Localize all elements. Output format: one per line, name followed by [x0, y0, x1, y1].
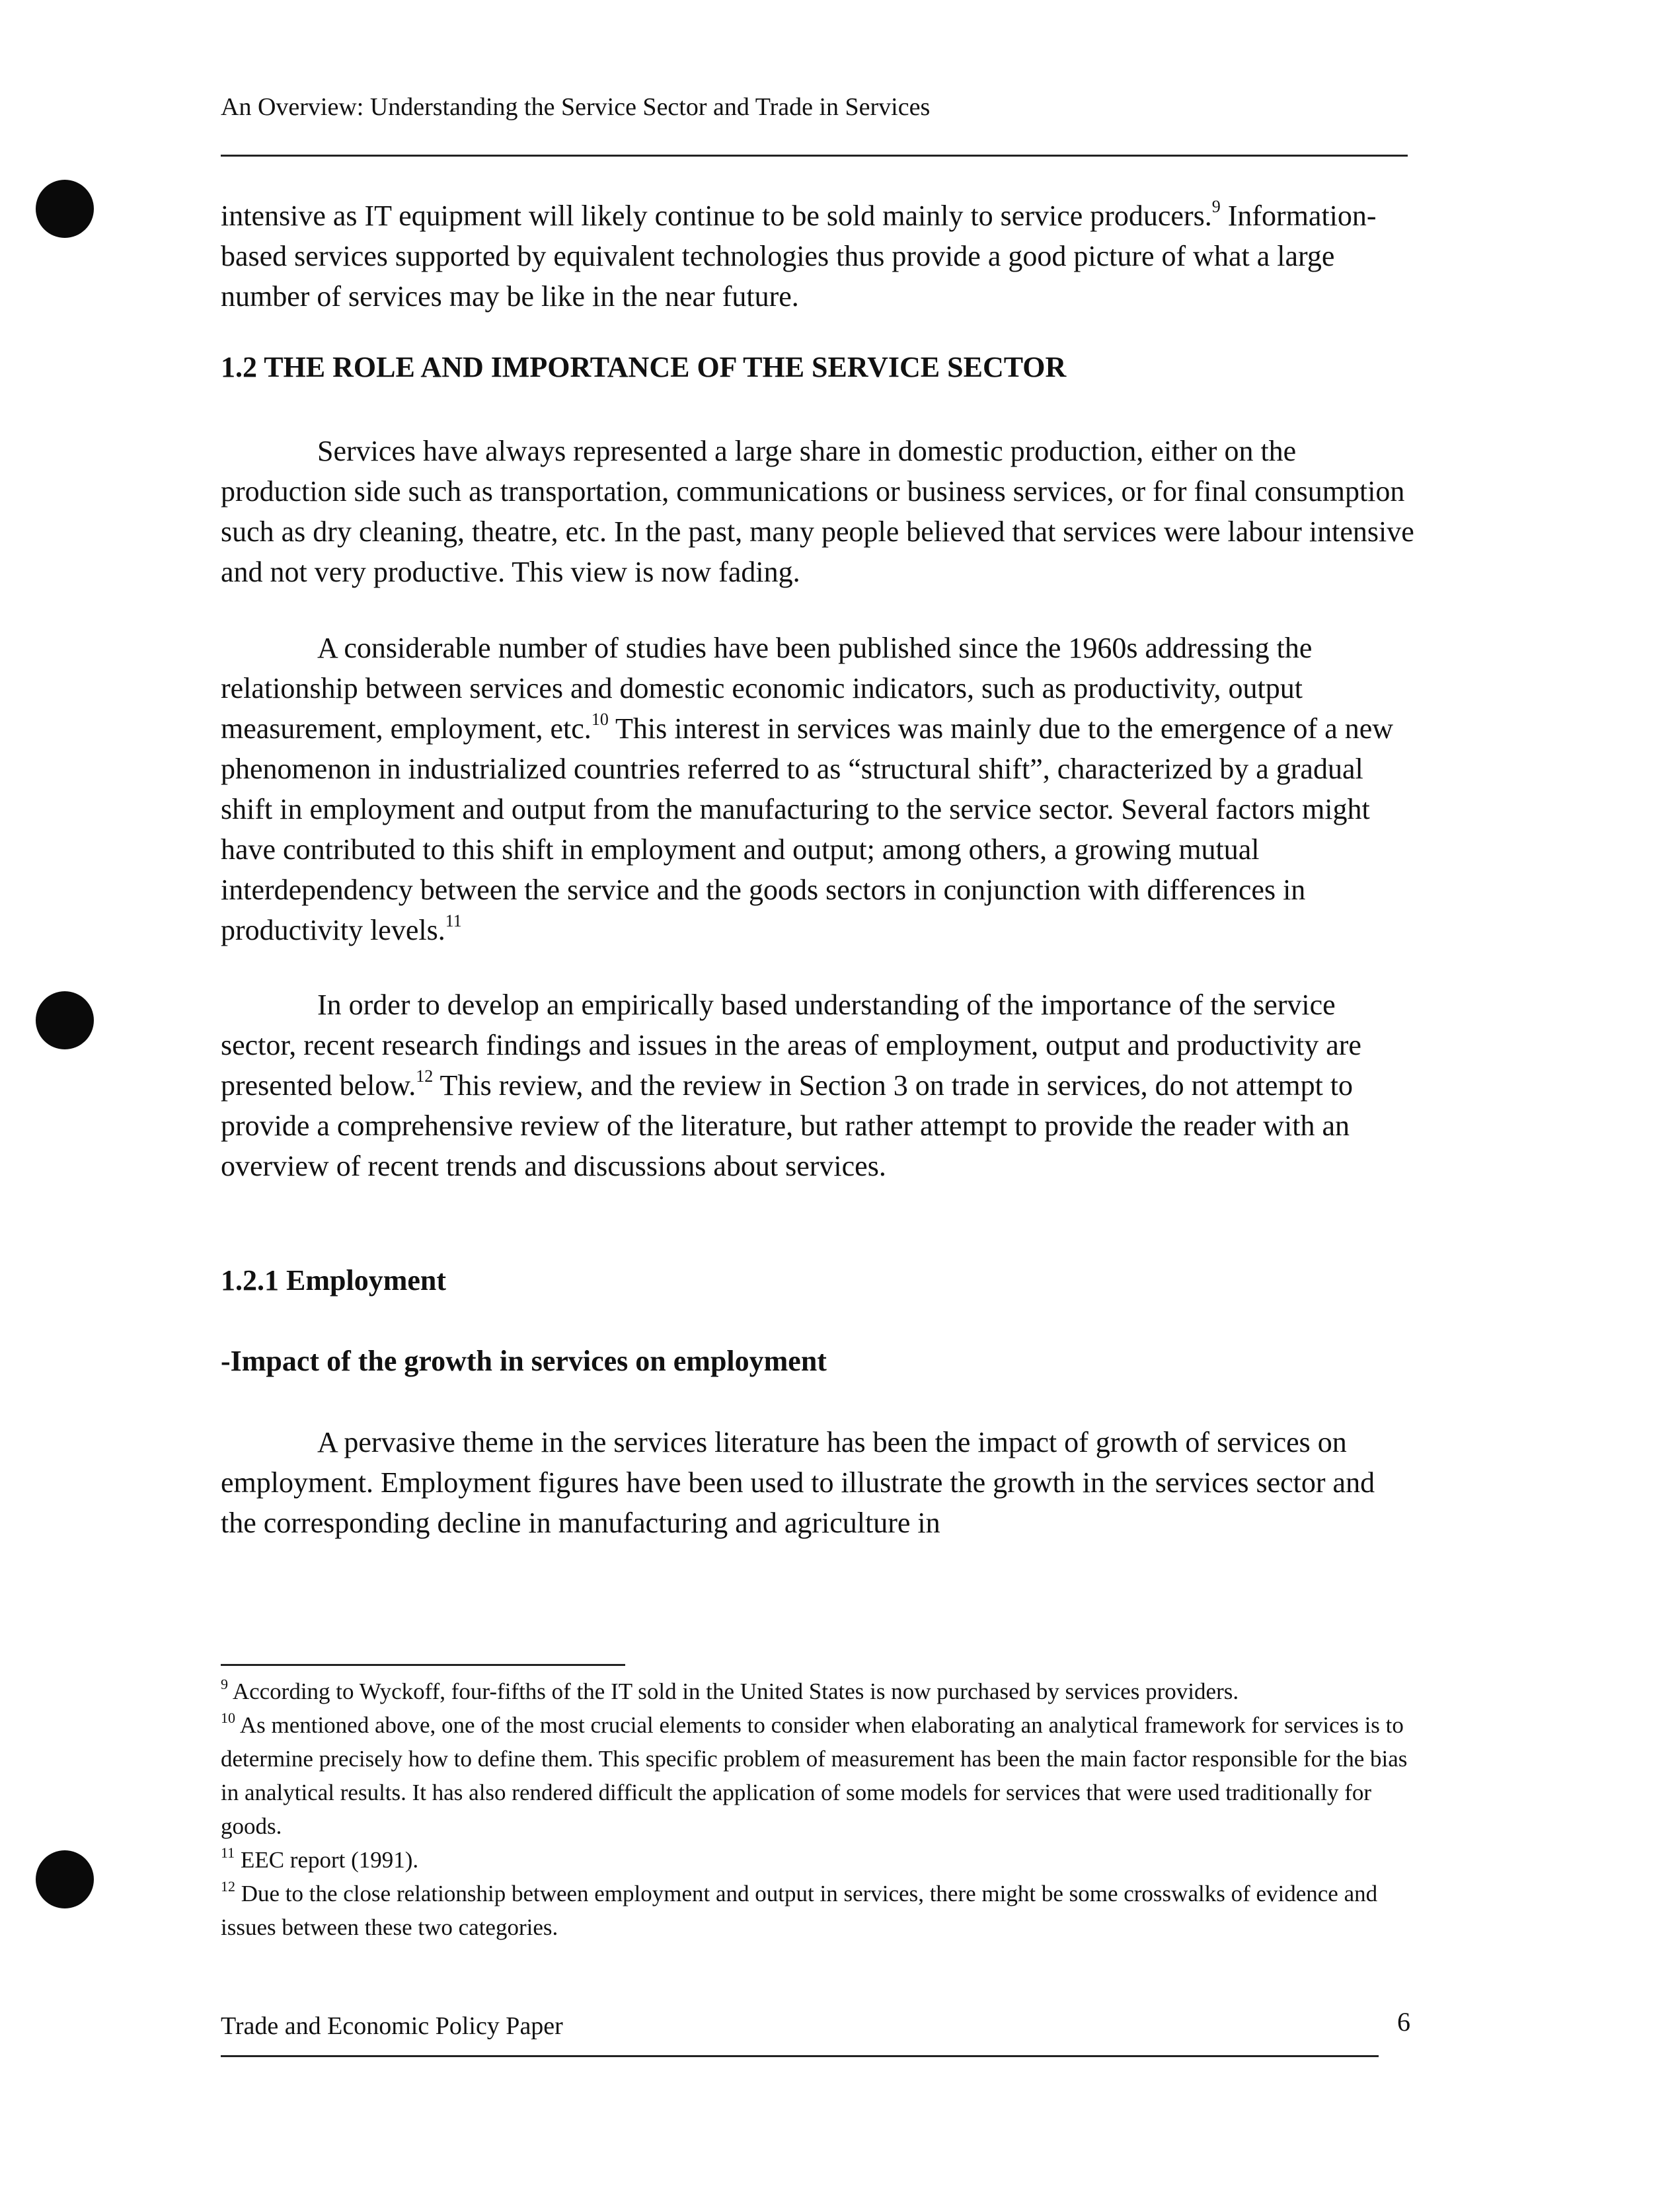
paragraph: [221, 1422, 1417, 1543]
footnote-text: Due to the close relationship between employment and output in services, there might be some crosswalks of evidence and issues between these two categories.: [221, 1881, 1378, 1940]
paragraph: [221, 431, 1417, 592]
footnote-text: As mentioned above, one of the most crucial elements to consider when elaborating an analytical framework for services is to determine precisely how to define them. This specific problem of measurement has been the main factor responsible for the bias in analytical results. It has also rendered difficult the application of some models for services that were used traditionally for goods.: [221, 1712, 1408, 1839]
binder-hole: [36, 991, 94, 1049]
footnote-ref: 12: [416, 1067, 434, 1086]
section-heading: 1.2 THE ROLE AND IMPORTANCE OF THE SERVICE SECTOR: [221, 351, 1067, 383]
footnote-number: 9: [221, 1676, 228, 1693]
paragraph-text: Information-based services supported by equivalent technologies thus provide a good picture of what a large number of services may be like in the near future.: [221, 200, 1377, 313]
footnote-ref: 11: [445, 911, 462, 931]
paragraph-text: intensive as IT equipment will likely continue to be sold mainly to service producers.: [221, 200, 1212, 232]
footnote-number: 12: [221, 1878, 235, 1895]
footnote: [221, 1675, 1410, 1708]
binder-hole: [36, 180, 94, 238]
paragraph-text: This review, and the review in Section 3 on trade in services, do not attempt to provide a comprehensive review of the literature, but rather attempt to provide the reader with an overview of recent trends and discussions about services.: [221, 1069, 1354, 1182]
paragraph-text: A considerable number of studies have been published since the 1960s addressing the relationship between services and domestic economic indicators, such as productivity, output measurement, employment, etc.: [221, 632, 1313, 745]
paragraph-text: This interest in services was mainly due to the emergence of a new phenomenon in industrialized countries referred to as “structural shift”, characterized by a gradual shift in employment and output from the manufacturing to the service sector. Several factors might have contributed to this shift in employment and output; among others, a growing mutual interdependency between the service and the goods sectors in conjunction with differences in productivity levels.: [221, 712, 1394, 946]
footnote: [221, 1843, 1410, 1877]
footnote-rule: [221, 1664, 625, 1666]
paragraph: [221, 628, 1417, 950]
binder-hole: [36, 1850, 94, 1908]
footnote-number: 11: [221, 1844, 235, 1862]
paragraph: [221, 196, 1417, 317]
subsection-heading: 1.2.1 Employment: [221, 1264, 446, 1297]
footnote: [221, 1877, 1410, 1944]
paragraph-text: In order to develop an empirically based understanding of the importance of the service sector, recent research findings and issues in the areas of employment, output and productivity are presented below.: [221, 989, 1361, 1102]
footnote: [221, 1708, 1410, 1843]
footnotes: [221, 1675, 1410, 1944]
paragraph-text: Services have always represented a large share in domestic production, either on the production side such as transportation, communications or business services, or for final consumption such as dry cleaning, theatre, etc. In the past, many people believed that services were labour intensive and not very productive. This view is now fading.: [221, 435, 1414, 588]
running-footer: Trade and Economic Policy Paper: [221, 2012, 563, 2040]
footnote-ref: 9: [1211, 197, 1221, 217]
footer-rule: [221, 2055, 1379, 2057]
header-rule: [221, 155, 1408, 157]
footnote-text: EEC report (1991).: [235, 1847, 419, 1873]
footnote-text: According to Wyckoff, four-fifths of the IT sold in the United States is now purchased by services providers.: [228, 1678, 1239, 1704]
footnote-number: 10: [221, 1710, 235, 1727]
footnote-ref: 10: [591, 710, 609, 730]
running-header: An Overview: Understanding the Service Sector and Trade in Services: [221, 93, 931, 121]
page-number: 6: [1397, 2007, 1410, 2037]
paragraph-text: A pervasive theme in the services literature has been the impact of growth of services on employment. Employment figures have been used to illustrate the growth in the services sector and the corresponding decline in manufacturing and agriculture in: [221, 1426, 1375, 1539]
subsubsection-heading: -Impact of the growth in services on employment: [221, 1345, 827, 1377]
paragraph: [221, 985, 1417, 1186]
